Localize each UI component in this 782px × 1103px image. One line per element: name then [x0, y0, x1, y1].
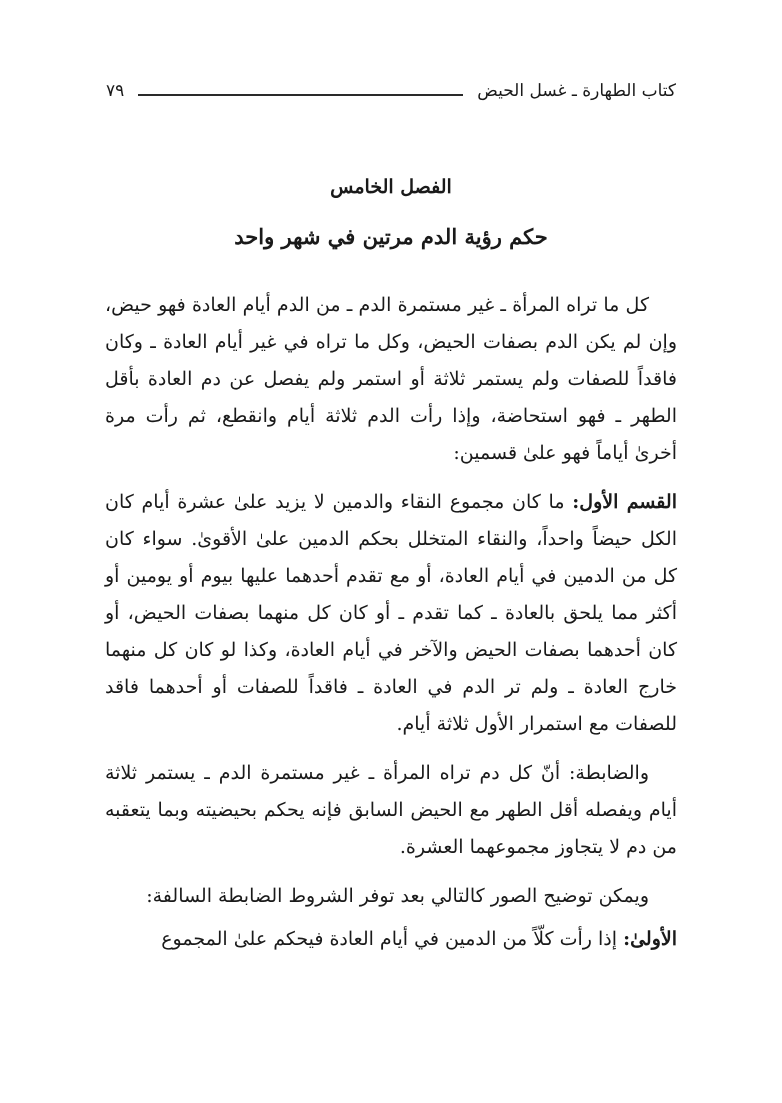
paragraph-2-text: ما كان مجموع النقاء والدمين لا يزيد علىٰ عشرة أيام كان الكل حيضاً واحداً، والنقاء المتخلل بحكم الدمين علىٰ الأقوىٰ. سواء كان كل من الدمين في أيام العادة، أو مع تقدم أحدهما عليها بيوم أو يومين أو أكثر مما يلحق بالعادة ـ كما تقدم ـ أو كان كل منهما بصفات الحيض، أو كان أحدهما بصفات الحيض والآخر في أيام العادة، وكذا لو كان كل منهما خارج العادة ـ ولم تر الدم في العادة ـ فاقداً للصفات أو أحدهما فاقد للصفات مع استمرار الأول ثلاثة أيام. — [105, 491, 677, 735]
chapter-label: الفصل الخامس — [330, 176, 452, 198]
chapter-title: حكم رؤية الدم مرتين في شهر واحد — [234, 224, 548, 249]
paragraph-1: كل ما تراه المرأة ـ غير مستمرة الدم ـ من الدم أيام العادة فهو حيض، وإن لم يكن الدم بصفات الحيض، وكل ما تراه في غير أيام العادة ـ وكان فاقداً للصفات ولم يستمر ثلاثة أو استمر ولم يفصل عن دم العادة بأقل الطهر ـ فهو استحاضة، وإذا رأت الدم ثلاثة أيام وانقطع، ثم رأت مرة أخرىٰ أياماً فهو علىٰ قسمين: — [105, 294, 677, 464]
page-number: ٧٩ — [106, 81, 125, 101]
running-title: كتاب الطهارة ـ غسل الحيض — [477, 81, 676, 101]
running-header — [106, 72, 676, 100]
body-text — [105, 287, 677, 958]
header-rule — [138, 94, 463, 96]
paragraph-4: ويمكن توضيح الصور كالتالي بعد توفر الشروط الضابطة السالفة: — [146, 885, 649, 907]
paragraph-3: والضابطة: أنّ كل دم تراه المرأة ـ غير مستمرة الدم ـ يستمر ثلاثة أيام ويفصله أقل الطهر مع الحيض السابق فإنه يحكم بحيضيته وبما يتعقبه من دم لا يتجاوز مجموعهما العشرة. — [105, 762, 677, 858]
paragraph-2 — [105, 484, 677, 743]
first-case-heading: الأولىٰ: — [623, 928, 677, 950]
section-one-heading: القسم الأول: — [572, 491, 677, 513]
paragraph-5-text: إذا رأت كلّاً من الدمين في أيام العادة فيحكم علىٰ المجموع — [161, 928, 624, 950]
paragraph-5 — [105, 921, 677, 958]
